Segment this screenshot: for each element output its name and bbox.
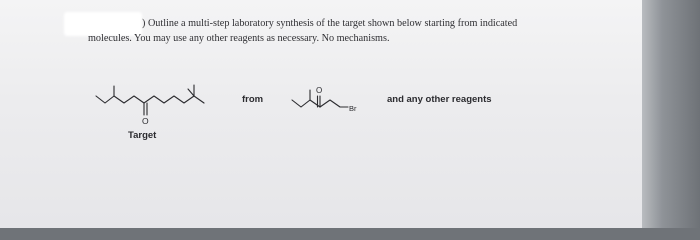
starting-material-structure xyxy=(288,80,368,120)
starting-material-oxygen: O xyxy=(316,86,323,95)
starting-material-bromine: Br xyxy=(349,104,357,113)
question-line-2: molecules. You may use any other reagents as necessary. No mechanisms. xyxy=(88,32,390,44)
from-label: from xyxy=(242,94,264,105)
target-carbonyl-oxygen: O xyxy=(142,116,149,126)
other-reagents-label: and any other reagents xyxy=(387,94,492,105)
question-text xyxy=(88,17,608,46)
target-molecule-structure xyxy=(92,80,227,130)
question-line-1: ) Outline a multi-step laboratory synthesis of the target shown below starting from indicated xyxy=(142,18,518,29)
target-label: Target xyxy=(128,130,157,141)
page-edge-background xyxy=(642,0,700,228)
